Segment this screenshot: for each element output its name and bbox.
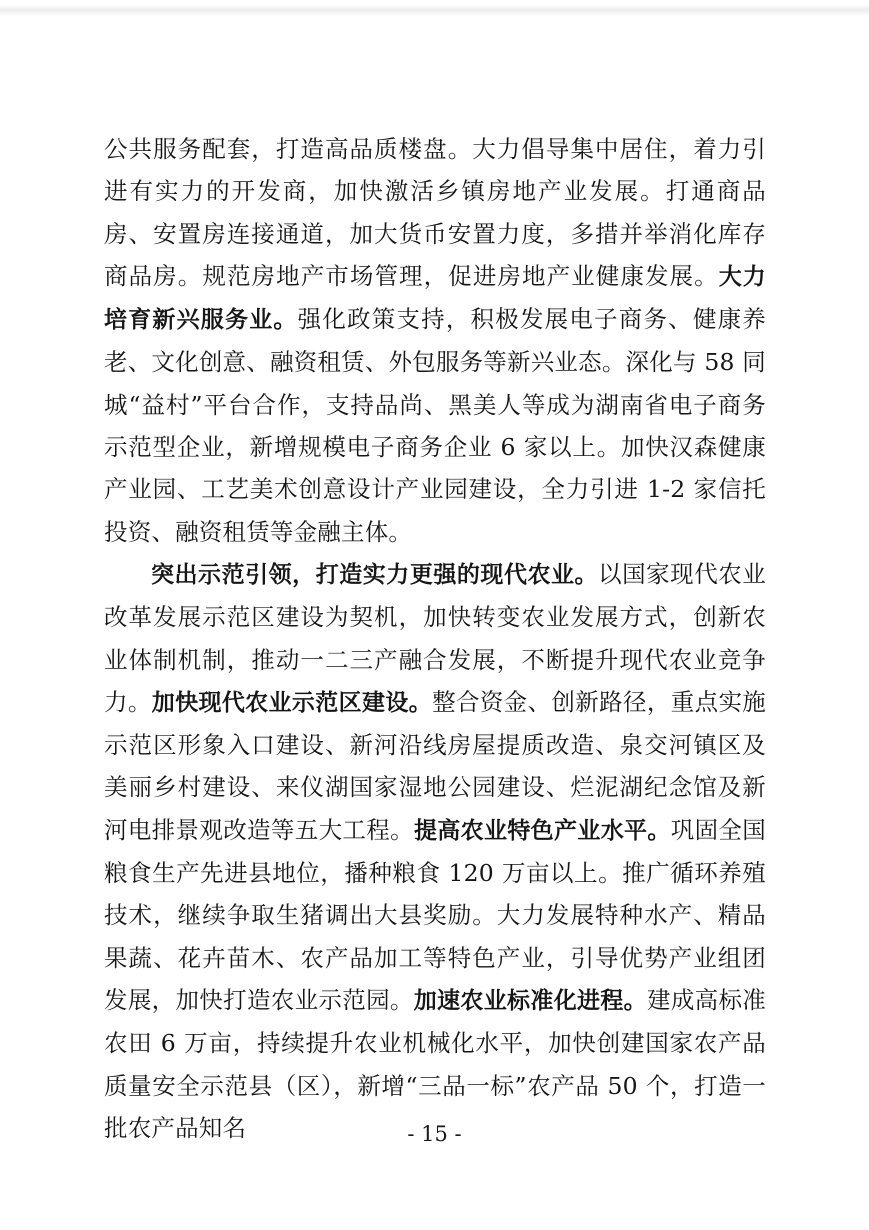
bold-heading-run: 加速农业标准化进程。 <box>413 987 647 1014</box>
text-run: 整合资金、创新路径，重点实施示范区形象入口建设、新河沿线房屋提质改造、泉交河镇区及美丽乡村建设、来仪湖国家湿地公园建设、烂泥湖纪念馆及新河电排景观改造等五大工程。 <box>104 687 766 844</box>
bold-heading-run: 加快现代农业示范区建设。 <box>151 689 433 716</box>
bold-heading-run: 提高农业特色产业水平。 <box>413 817 671 844</box>
text-run: 强化政策支持，积极发展电子商务、健康养老、文化创意、融资租赁、外包服务等新兴业态。深化与 58 同城“益村”平台合作，支持品尚、黑美人等成为湖南省电子商务示范型企业，新增规模电子商务企业 6 家以上。加快汉森健康产业园、工艺美术创意设计产业园建设，全力引进 1-2 家信托投资、融资租赁等金融主体。 <box>104 305 766 546</box>
text-run: 以国家现代农业改革发展示范区建设为契机，加快转变农业发展方式，创新农业体制机制，推动一二三产融合发展，不断提升现代农业竞争力。 <box>104 559 766 716</box>
text-run: 巩固全国粮食生产先进县地位，播种粮食 120 万亩以上。推广循环养殖技术，继续争取生猪调出大县奖励。大力发展特种水产、精品果蔬、花卉苗木、农产品加工等特色产业，引导优势产业组团发展，加快打造农业示范园。 <box>104 815 766 1014</box>
paragraph <box>104 553 766 1149</box>
bold-heading-run: 突出示范引领，打造实力更强的现代农业。 <box>151 561 599 588</box>
paragraph <box>104 128 766 553</box>
document-body <box>104 128 766 1149</box>
page-number: - 15 - <box>407 1122 462 1146</box>
text-run: 公共服务配套，打造高品质楼盘。大力倡导集中居住，着力引进有实力的开发商，加快激活乡镇房地产业发展。打通商品房、安置房连接通道，加大货币安置力度，多措并举消化库存商品房。规范房地产市场管理，促进房地产业健康发展。 <box>104 135 766 290</box>
text-run: 建成高标准农田 6 万亩，持续提升农业机械化水平，加快创建国家农产品质量安全示范县（区），新增“三品一标”农产品 50 个，打造一批农产品知名 <box>104 985 767 1142</box>
page-edge-shadow <box>0 4 869 16</box>
bold-heading-run: 大力培育新兴服务业。 <box>104 263 767 334</box>
